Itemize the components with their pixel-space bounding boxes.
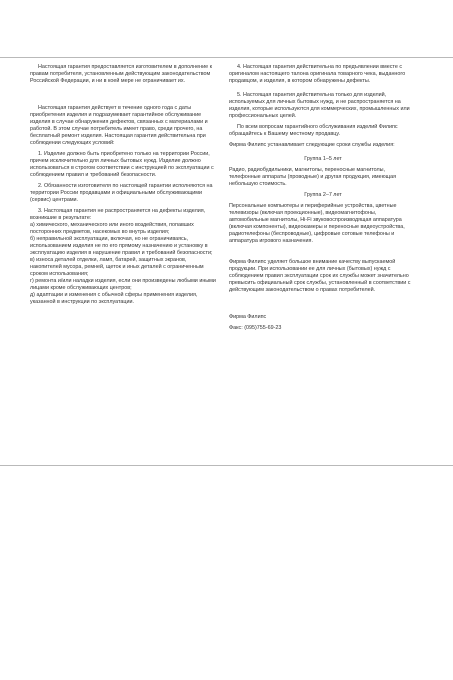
group-1-title: Группа 1–5 лет: [304, 156, 342, 162]
service-life-intro: Фирма Филипс устанавливает следующие сроки службы изделия:: [229, 142, 395, 148]
exclusion-item-e: д) адаптации и изменения с обычной сферы применения изделия, указанной в инструкции по эксплуатации.: [30, 292, 198, 305]
contact-dealer-paragraph: По всем вопросам гарантийного обслуживания изделий Филипс обращайтесь к Вашему местному продавцу.: [229, 124, 398, 137]
company-name: Фирма Филипс: [229, 314, 267, 320]
condition-4-paragraph: 4. Настоящая гарантия действительна по предъявлении вместе с оригиналом настоящего талона оригинала товарного чека, выданного продавцом, и изделия, в котором обнаружены дефекты.: [229, 64, 406, 84]
bottom-divider: [0, 465, 453, 466]
condition-5-paragraph: 5. Настоящая гарантия действительна только для изделий, используемых для личных бытовых нужд, и не распространяется на изделия, которые используются для коммерческих, промышленных или профессиональных целей.: [229, 92, 410, 119]
group-2-title: Группа 2–7 лет: [304, 192, 342, 198]
right-column: [229, 64, 417, 332]
quality-paragraph: Фирма Филипс уделяет большое внимание качеству выпускаемой продукции. При использовании ее для личных (бытовых) нужд с соблюдением правил эксплуатации срок их службы может значительно превысить официальный срок службы, установленный в соответствии с действующим законодательством о правах потребителей.: [229, 259, 411, 293]
intro-paragraph: Настоящая гарантия предоставляется изготовителем в дополнение к правам потребителя, установленным действующим законодательством Российской Федерации, и ни в коей мере не ограничивает их.: [30, 64, 212, 84]
fax-number: Факс: (095)755-69-23: [229, 325, 282, 331]
exclusion-item-a: а) химического, механического или иного воздействия, попавших посторонних предметов, насекомых во внутрь изделия;: [30, 222, 194, 235]
condition-3-intro: 3. Настоящая гарантия не распространяется на дефекты изделия, возникшие в результате:: [30, 208, 206, 221]
left-column: [30, 64, 218, 306]
warranty-term-paragraph: Настоящая гарантия действует в течение одного года с даты приобретения изделия и подразумевает гарантийное обслуживание изделия в случае обнаружения дефектов, связанных с материалами и работой. В этом случае потребитель имеет право, среди прочего, на бесплатный ремонт изделия. Настоящая гарантия действительна при соблюдении следующих условий:: [30, 105, 208, 146]
condition-1-paragraph: 1. Изделие должно быть приобретено только на территории России, причем исключительно для личных бытовых нужд. Изделие должно использоваться в строгом соответствии с инструкцией по эксплуатации с соблюдением правил и требований безопасности.: [30, 151, 214, 178]
condition-2-paragraph: 2. Обязанности изготовителя по настоящей гарантии исполняются на территории России продавцами и официальными обслуживающими (сервис) центрами.: [30, 183, 213, 203]
exclusion-item-c: в) износа деталей отделки, ламп, батарей, защитных экранов, накопителей мусора, ремней, щеток и иных деталей с ограниченным сроком использования;: [30, 257, 204, 277]
group-2-text: Персональные компьютеры и периферийные устройства, цветные телевизоры (включая проекционные), видеомагнитофоны, автомобильные магнитолы, Hi-Fi звуковоспроизводящая аппаратура (включая компоненты), видеокамеры и переносные видеоустройства, радиотелефоны (беспроводные), цифровые сотовые телефоны и аппаратура игрового назначения.: [229, 203, 405, 244]
exclusion-item-b: б) неправильной эксплуатации, включая, но не ограничиваясь, использованием изделия не по его прямому назначению и установку в эксплуатацию изделия в нарушение правил и требований безопасности;: [30, 236, 213, 256]
top-divider: [0, 57, 453, 58]
group-1-text: Радио, радиобудильники, магнитолы, переносные магнитолы, телефонные аппараты (проводные) и другая продукция, имеющая небольшую стоимость.: [229, 167, 397, 187]
exclusion-item-d: г) ремонта и/или наладки изделия, если они произведены любыми иными лицами кроме обслуживающих центров;: [30, 278, 216, 291]
